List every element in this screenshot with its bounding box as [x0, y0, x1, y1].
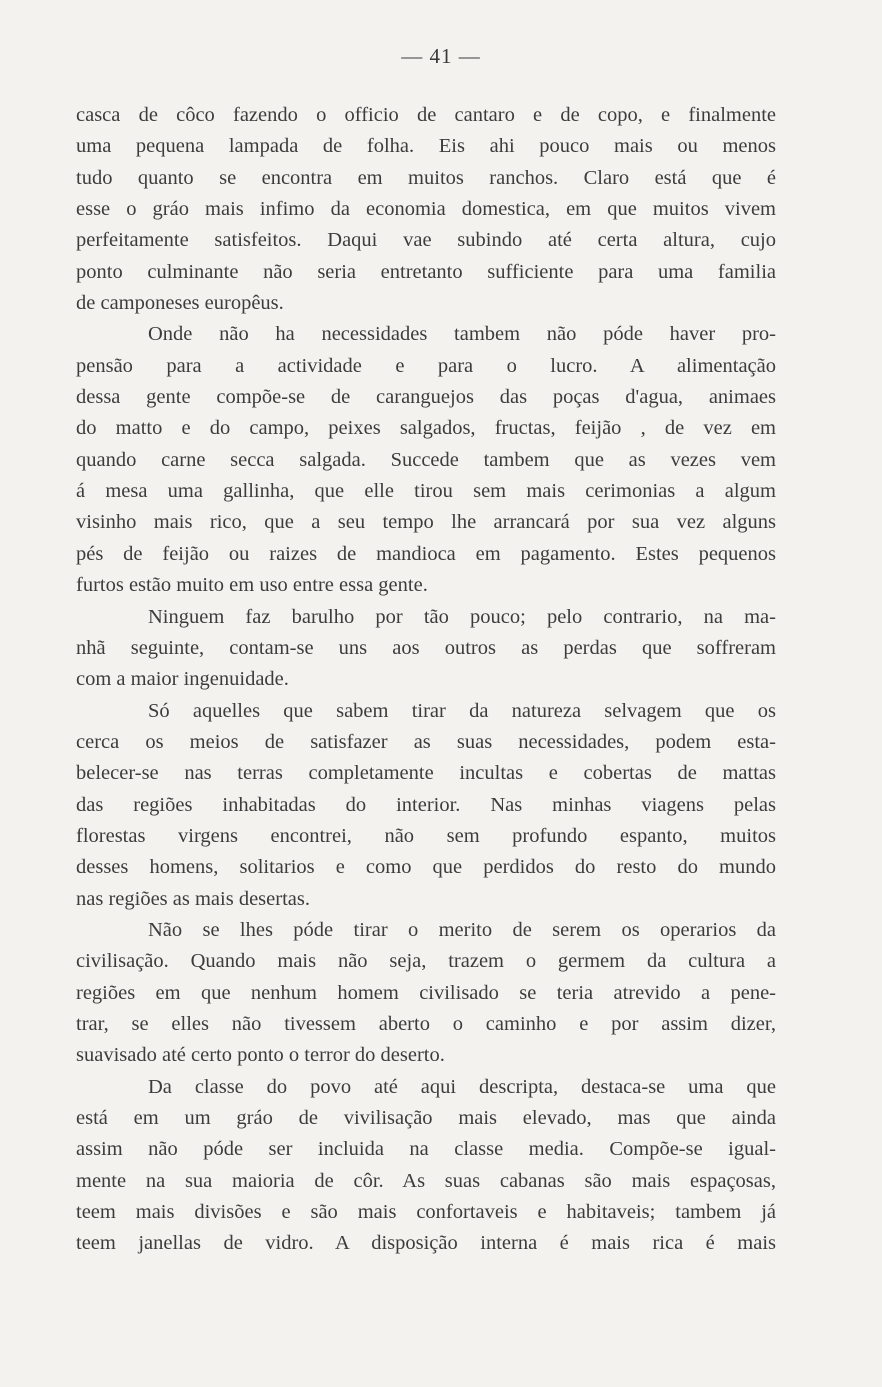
text-line: visinho mais rico, que a seu tempo lhe arrancará por sua vez alguns: [76, 511, 776, 534]
text-line: pés de feijão ou raizes de mandioca em pagamento. Estes pequenos: [76, 542, 776, 565]
text-line: mente na sua maioria de côr. As suas cabanas são mais espaçosas,: [76, 1169, 776, 1192]
text-line: teem mais divisões e são mais confortaveis e habitaveis; tambem já: [76, 1201, 776, 1224]
text-line: ponto culminante não seria entretanto sufficiente para uma familia: [76, 260, 776, 283]
page-number: — 41 —: [401, 44, 481, 68]
text-line: assim não póde ser incluida na classe media. Compõe-se igual-: [76, 1138, 776, 1161]
paragraph: [76, 602, 776, 696]
text-line: das regiões inhabitadas do interior. Nas minhas viagens pelas: [76, 793, 776, 816]
paragraph: [76, 1072, 776, 1260]
text-line: do matto e do campo, peixes salgados, fructas, feijão , de vez em: [76, 417, 776, 440]
text-line: regiões em que nenhum homem civilisado se teria atrevido a pene-: [76, 981, 776, 1004]
text-line: pensão para a actividade e para o lucro. A alimentação: [76, 354, 776, 377]
text-line: com a maior ingenuidade.: [76, 668, 289, 691]
paragraph: [76, 915, 776, 1072]
text-line: Só aquelles que sabem tirar da natureza selvagem que os: [148, 699, 776, 722]
text-line: Não se lhes póde tirar o merito de serem os operarios da: [148, 918, 776, 941]
text-line: trar, se elles não tivessem aberto o caminho e por assim dizer,: [76, 1012, 776, 1035]
text-line: florestas virgens encontrei, não sem profundo espanto, muitos: [76, 824, 776, 847]
text-line: tudo quanto se encontra em muitos ranchos. Claro está que é: [76, 166, 776, 189]
text-line: nhã seguinte, contam-se uns aos outros as perdas que soffreram: [76, 636, 776, 659]
paragraph: [76, 696, 776, 915]
text-line: furtos estão muito em uso entre essa gente.: [76, 574, 428, 597]
text-line: casca de côco fazendo o officio de cantaro e de copo, e finalmente: [76, 104, 776, 126]
text-line: Onde não ha necessidades tambem não póde haver pro-: [148, 323, 776, 346]
text-line: desses homens, solitarios e como que perdidos do resto do mundo: [76, 856, 776, 879]
text-line: está em um gráo de vivilisação mais elevado, mas que ainda: [76, 1107, 776, 1129]
text-line: á mesa uma gallinha, que elle tirou sem mais cerimonias a algum: [76, 480, 776, 503]
text-line: perfeitamente satisfeitos. Daqui vae subindo até certa altura, cujo: [76, 229, 776, 252]
paragraph: [76, 319, 776, 601]
text-line: uma pequena lampada de folha. Eis ahi pouco mais ou menos: [76, 135, 776, 158]
paragraph: [76, 100, 776, 319]
text-line: teem janellas de vidro. A disposição interna é mais rica é mais: [76, 1232, 776, 1255]
text-line: civilisação. Quando mais não seja, trazem o germem da cultura a: [76, 950, 776, 973]
text-line: quando carne secca salgada. Succede tambem que as vezes vem: [76, 448, 776, 471]
text-line: dessa gente compõe-se de caranguejos das poças d'agua, animaes: [76, 386, 776, 409]
text-line: suavisado até certo ponto o terror do deserto.: [76, 1044, 445, 1067]
text-line: nas regiões as mais desertas.: [76, 887, 310, 910]
text-line: de camponeses europêus.: [76, 292, 284, 315]
body-text: [76, 100, 776, 1260]
text-line: Ninguem faz barulho por tão pouco; pelo contrario, na ma-: [148, 605, 776, 628]
text-line: esse o gráo mais infimo da economia domestica, em que muitos vivem: [76, 198, 776, 221]
text-line: belecer-se nas terras completamente incultas e cobertas de mattas: [76, 762, 776, 785]
text-line: cerca os meios de satisfazer as suas necessidades, podem esta-: [76, 730, 776, 753]
text-line: Da classe do povo até aqui descripta, destaca-se uma que: [148, 1075, 776, 1098]
